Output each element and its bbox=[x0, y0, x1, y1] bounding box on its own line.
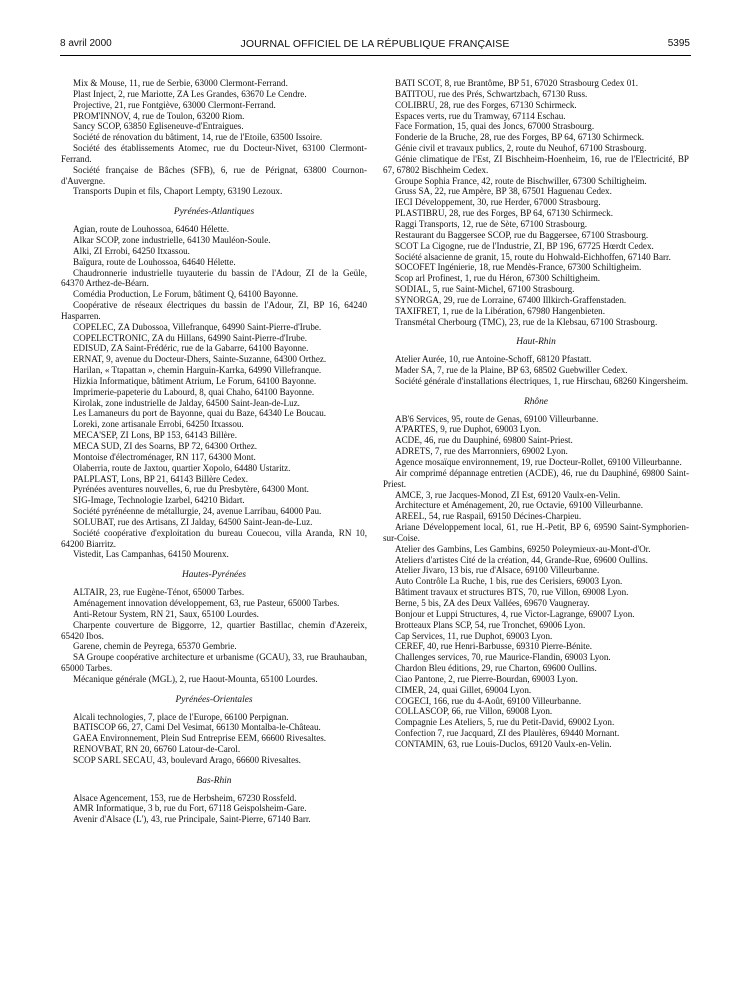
directory-entry: PLASTIBRU, 28, rue des Forges, BP 64, 67130 Schirmeck. bbox=[395, 208, 613, 219]
directory-entry: Harilan, « Ttapattan », chemin Harguin-Karrka, 64990 Villefranque. bbox=[73, 365, 322, 376]
directory-entry: Restaurant du Baggersee SCOP, rue du Baggersee, 67100 Strasbourg. bbox=[395, 229, 649, 240]
directory-entry: Challenges services, 70, rue Maurice-Flandin, 69003 Lyon. bbox=[395, 652, 611, 663]
directory-entry: Ariane Développement local, 61, rue H.-Petit, BP 6, 69590 Saint-Symphorien-sur-Coise. bbox=[383, 522, 689, 543]
directory-entry: ACDE, 46, rue du Dauphiné, 69800 Saint-Priest. bbox=[395, 435, 573, 446]
directory-entry: SOLUBAT, rue des Artisans, ZI Jalday, 64500 Saint-Jean-de-Luz. bbox=[73, 516, 313, 527]
right-column bbox=[383, 78, 689, 750]
directory-entry: AB'6 Services, 95, route de Genas, 69100 Villeurbanne. bbox=[395, 413, 599, 424]
directory-entry: Garene, chemin de Peyrega, 65370 Gembrie. bbox=[73, 641, 237, 652]
header-page-number: 5395 bbox=[667, 38, 690, 49]
directory-entry: Atelier Jivaro, 13 bis, rue d'Alsace, 69100 Villeurbanne. bbox=[395, 565, 600, 576]
directory-entry: ERNAT, 9, avenue du Docteur-Dhers, Sainte-Suzanne, 64300 Orthez. bbox=[73, 354, 327, 365]
directory-entry: Confection 7, rue Jacquard, ZI des Plaulères, 69440 Mornant. bbox=[395, 728, 620, 739]
directory-entry: Kirolak, zone industrielle de Jalday, 64500 Saint-Jean-de-Luz. bbox=[73, 397, 300, 408]
directory-entry: SODIAL, 5, rue Saint-Michel, 67100 Strasbourg. bbox=[395, 284, 575, 295]
directory-entry: Alkar SCOP, zone industrielle, 64130 Mauléon-Soule. bbox=[73, 234, 271, 245]
directory-entry: Air comprimé dépannage entretien (ACDE), 46, rue du Dauphiné, 69800 Saint-Priest. bbox=[383, 467, 689, 489]
header-date: 8 avril 2000 bbox=[60, 38, 112, 49]
directory-entry: Alsace Agencement, 153, rue de Herbsheim, 67230 Rossfeld. bbox=[73, 792, 297, 803]
directory-entry: Société de rénovation du bâtiment, 14, rue de l'Etoile, 63500 Issoire. bbox=[73, 132, 323, 143]
directory-entry: AREEL, 54, rue Raspail, 69150 Décines-Charpieu. bbox=[395, 511, 582, 522]
directory-entry: Olaberria, route de Jaxtou, quartier Xopolo, 64480 Ustaritz. bbox=[73, 462, 291, 473]
section-heading: Pyrénées-Orientales bbox=[175, 694, 253, 705]
directory-entry: Cap Services, 11, rue Duphot, 69003 Lyon. bbox=[395, 630, 553, 641]
directory-entry: Transmétal Cherbourg (TMC), 23, rue de la Klebsau, 67100 Strasbourg. bbox=[395, 316, 658, 327]
directory-entry: Atelier Aurée, 10, rue Antoine-Schoff, 68120 Pfastatt. bbox=[395, 354, 592, 365]
directory-entry: Aménagement innovation développement, 63, rue Pasteur, 65000 Tarbes. bbox=[73, 597, 340, 608]
directory-entry: Chaudronnerie industrielle tuyauterie du bassin de l'Adour, ZI de la Geüle, 64370 Arthez-de-Béarn. bbox=[61, 267, 367, 289]
directory-entry: Mader SA, 7, rue de la Plaine, BP 63, 68502 Guebwiller Cedex. bbox=[395, 365, 628, 376]
directory-entry: TAXIFRET, 1, rue de la Libération, 67980 Hangenbieten. bbox=[395, 305, 605, 316]
directory-entry: A'PARTES, 9, rue Duphot, 69003 Lyon. bbox=[395, 424, 542, 435]
directory-entry: COPELEC, ZA Dubossoa, Villefranque, 64990 Saint-Pierre-d'Irube. bbox=[73, 321, 322, 332]
directory-entry: COLLASCOP, 66, rue Villon, 69008 Lyon. bbox=[395, 706, 553, 717]
directory-entry: Transports Dupin et fils, Chaport Lempty, 63190 Lezoux. bbox=[73, 186, 283, 197]
header-rule bbox=[60, 55, 691, 56]
directory-entry: CONTAMIN, 63, rue Louis-Duclos, 69120 Vaulx-en-Velin. bbox=[395, 738, 612, 749]
directory-entry: IECI Développement, 30, rue Herder, 67000 Strasbourg. bbox=[395, 197, 601, 208]
directory-entry: Charpente couverture de Biggorre, 12, quartier Bastillac, chemin d'Azereix, 65420 Ibos. bbox=[61, 619, 367, 641]
directory-entry: Mécanique générale (MGL), 2, rue Haout-Mounta, 65100 Lourdes. bbox=[73, 673, 318, 684]
directory-entry: SCOT La Cigogne, rue de l'Industrie, ZI, BP 196, 67725 Hœrdt Cedex. bbox=[395, 240, 654, 251]
directory-entry: Compagnie Les Ateliers, 5, rue du Petit-David, 69002 Lyon. bbox=[395, 717, 615, 728]
directory-entry: Agence mosaïque environnement, 19, rue Docteur-Rollet, 69100 Villeurbanne. bbox=[395, 457, 682, 467]
directory-entry: AMR Informatique, 3 b, rue du Fort, 67118 Geispolsheim-Gare. bbox=[73, 803, 307, 814]
directory-entry: Avenir d'Alsace (L'), 43, rue Principale, Saint-Pierre, 67140 Barr. bbox=[73, 814, 311, 825]
directory-entry: Alcali technologies, 7, place de l'Europe, 66100 Perpignan. bbox=[73, 711, 289, 722]
directory-entry: EDISUD, ZA Saint-Frédéric, rue de la Gabarre, 64100 Bayonne. bbox=[73, 343, 309, 354]
directory-entry: Société générale d'installations électriques, 1, rue Hirschau, 68260 Kingersheim. bbox=[395, 375, 689, 386]
directory-entry: COGECI, 166, rue du 4-Août, 69100 Villeurbanne. bbox=[395, 695, 582, 706]
directory-entry: Imprimerie-papeterie du Labourd, 8, quai Chaho, 64100 Bayonne. bbox=[73, 386, 315, 397]
directory-entry: Fonderie de la Bruche, 28, rue des Forges, BP 64, 67130 Schirmeck. bbox=[395, 132, 645, 143]
directory-entry: Gruss SA, 22, rue Ampère, BP 38, 67501 Haguenau Cedex. bbox=[395, 186, 612, 197]
directory-entry: Ciao Pantone, 2, rue Pierre-Bourdan, 69003 Lyon. bbox=[395, 673, 578, 684]
directory-entry: ADRETS, 7, rue des Marronniers, 69002 Lyon. bbox=[395, 446, 568, 457]
directory-entry: Espaces verts, rue du Tramway, 67114 Eschau. bbox=[395, 110, 566, 121]
directory-entry: GAEA Environnement, Plein Sud Entreprise EEM, 66600 Rivesaltes. bbox=[73, 733, 327, 744]
directory-entry: Loreki, zone artisanale Errobi, 64250 Itxassou. bbox=[73, 419, 244, 430]
directory-entry: CIMER, 24, quai Gillet, 69004 Lyon. bbox=[395, 684, 532, 695]
directory-entry: AMCE, 3, rue Jacques-Monod, ZI Est, 69120 Vaulx-en-Velin. bbox=[395, 489, 621, 500]
directory-entry: Brotteaux Plans SCP, 54, rue Tronchet, 69006 Lyon. bbox=[395, 619, 586, 630]
directory-entry: Alki, ZI Errobi, 64250 Itxassou. bbox=[73, 245, 190, 256]
directory-entry: Société coopérative d'exploitation du bureau Couecou, villa Aranda, RN 10, 64200 Biarritz. bbox=[61, 527, 367, 549]
directory-entry: BATI SCOT, 8, rue Brantôme, BP 51, 67020 Strasbourg Cedex 01. bbox=[395, 78, 639, 88]
left-column bbox=[61, 78, 367, 825]
directory-entry: CEREF, 40, rue Henri-Barbusse, 69310 Pierre-Bénite. bbox=[395, 641, 593, 652]
directory-entry: Raggi Transports, 12, rue de Sète, 67100 Strasbourg. bbox=[395, 218, 588, 229]
directory-entry: Scop arl Profinest, 1, rue du Héron, 67300 Schiltigheim. bbox=[395, 273, 601, 284]
directory-entry: RENOVBAT, RN 20, 66760 Latour-de-Carol. bbox=[73, 744, 241, 755]
directory-entry: Pyrénées aventures nouvelles, 6, rue du Presbytère, 64300 Mont. bbox=[73, 484, 309, 495]
directory-entry: Bâtiment travaux et structures BTS, 70, rue Villon, 69008 Lyon. bbox=[395, 587, 629, 598]
directory-entry: MECA'SEP, ZI Lons, BP 153, 64143 Billère. bbox=[73, 430, 237, 441]
directory-entry: SA Groupe coopérative architecture et urbanisme (GCAU), 33, rue Brauhauban, 65000 Tarbes. bbox=[61, 652, 367, 674]
directory-entry: Société des établissements Atomec, rue du Docteur-Nivet, 63100 Clermont-Ferrand. bbox=[61, 143, 367, 164]
directory-entry: Ateliers d'artistes Cité de la création, 44, Grande-Rue, 69600 Oullins. bbox=[395, 554, 648, 565]
section-heading: Rhône bbox=[524, 396, 548, 407]
section-heading: Hautes-Pyrénées bbox=[181, 570, 247, 581]
directory-entry: Auto Contrôle La Ruche, 1 bis, rue des Cerisiers, 69003 Lyon. bbox=[395, 576, 623, 587]
directory-entry: Face Formation, 15, quai des Joncs, 67000 Strasbourg. bbox=[395, 121, 595, 132]
directory-entry: Berne, 5 bis, ZA des Deux Vallées, 69670 Vaugneray. bbox=[395, 597, 590, 608]
directory-entry: Atelier des Gambins, Les Gambins, 69250 Poleymieux-au-Mont-d'Or. bbox=[395, 543, 651, 554]
directory-entry: Génie civil et travaux publics, 2, route du Neuhof, 67100 Strasbourg. bbox=[395, 143, 647, 154]
directory-entry: SIG-Image, Technologie Izarbel, 64210 Bidart. bbox=[73, 495, 245, 506]
section-heading: Pyrénées-Atlantiques bbox=[173, 207, 255, 218]
directory-entry: SYNORGA, 29, rue de Lorraine, 67400 Illkirch-Graffenstaden. bbox=[395, 294, 627, 305]
directory-entry: COLIBRU, 28, rue des Forges, 67130 Schirmeck. bbox=[395, 99, 577, 110]
directory-entry: Comédia Production, Le Forum, bâtiment Q, 64100 Bayonne. bbox=[73, 289, 299, 300]
directory-entry: Sancy SCOP, 63850 Egliseneuve-d'Entraigues. bbox=[73, 121, 244, 132]
directory-entry: Coopérative de réseaux électriques du bassin de l'Adour, ZI, BP 16, 64240 Hasparren. bbox=[61, 300, 367, 321]
directory-entry: PROM'INNOV, 4, rue de Toulon, 63200 Riom. bbox=[73, 110, 245, 121]
directory-entry: SOCOFET Ingénierie, 18, rue Mendès-France, 67300 Schiltigheim. bbox=[395, 262, 642, 273]
directory-entry: MECA SUD, ZI des Soarns, BP 72, 64300 Orthez. bbox=[73, 441, 258, 451]
directory-entry: Plast Inject, 2, rue Mariotte, ZA Les Grandes, 63670 Le Cendre. bbox=[73, 88, 307, 99]
directory-entry: Anti-Retour System, RN 21, Saux, 65100 Lourdes. bbox=[73, 608, 259, 619]
directory-entry: Agian, route de Louhossoa, 64640 Hélette. bbox=[73, 224, 230, 235]
directory-entry: Société alsacienne de granit, 15, route du Hohwald-Eichhoffen, 67140 Barr. bbox=[395, 251, 671, 262]
directory-entry: Groupe Sophia France, 42, route de Bischwiller, 67300 Schiltigheim. bbox=[395, 175, 647, 186]
directory-entry: Mix & Mouse, 11, rue de Serbie, 63000 Clermont-Ferrand. bbox=[73, 78, 288, 88]
section-heading: Haut-Rhin bbox=[516, 337, 556, 348]
directory-entry: BATISCOP 66, 27, Cami Del Vesimat, 66130 Montalba-le-Château. bbox=[73, 722, 321, 733]
directory-entry: Société française de Bâches (SFB), 6, rue de Pérignat, 63800 Cournon-d'Auvergne. bbox=[61, 164, 367, 186]
directory-entry: Société pyrénéenne de métallurgie, 24, avenue Larribau, 64000 Pau. bbox=[73, 506, 322, 517]
directory-entry: Montoise d'électroménager, RN 117, 64300 Mont. bbox=[73, 451, 256, 462]
page-header bbox=[60, 38, 690, 52]
header-title: JOURNAL OFFICIEL DE LA RÉPUBLIQUE FRANÇAISE bbox=[240, 38, 510, 50]
section-heading: Bas-Rhin bbox=[196, 775, 232, 786]
directory-entry: Chardon Bleu éditions, 29, rue Charton, 69600 Oullins. bbox=[395, 663, 597, 674]
directory-entry: COPELECTRONIC, ZA du Hillans, 64990 Saint-Pierre-d'Irube. bbox=[73, 332, 308, 343]
directory-entry: Baïgura, route de Louhossoa, 64640 Hélette. bbox=[73, 256, 236, 267]
directory-entry: ALTAIR, 23, rue Eugène-Ténot, 65000 Tarbes. bbox=[73, 587, 245, 598]
directory-entry: SCOP SARL SECAU, 43, boulevard Arago, 66600 Rivesaltes. bbox=[73, 754, 301, 765]
directory-entry: Les Lamaneurs du port de Bayonne, quai du Baze, 64340 Le Boucau. bbox=[73, 408, 327, 419]
directory-entry: Bonjour et Luppi Structures, 4, rue Victor-Lagrange, 69007 Lyon. bbox=[395, 608, 635, 619]
directory-entry: Hizkia Informatique, bâtiment Atrium, Le Forum, 64100 Bayonne. bbox=[73, 375, 317, 386]
directory-entry: Architecture et Aménagement, 20, rue Octavie, 69100 Villeurbanne. bbox=[395, 500, 644, 511]
directory-entry: Génie climatique de l'Est, ZI Bischheim-Hoenheim, 16, rue de l'Electricité, BP 67, 67802 Bischheim Cedex. bbox=[383, 153, 689, 175]
directory-entry: Projective, 21, rue Fontgiève, 63000 Clermont-Ferrand. bbox=[73, 99, 276, 110]
directory-entry: Vistedit, Las Campanhas, 64150 Mourenx. bbox=[73, 549, 229, 560]
directory-entry: PALPLAST, Lons, BP 21, 64143 Billère Cedex. bbox=[73, 473, 248, 484]
directory-entry: BATITOU, rue des Prés, Schwartzbach, 67130 Russ. bbox=[395, 88, 588, 99]
